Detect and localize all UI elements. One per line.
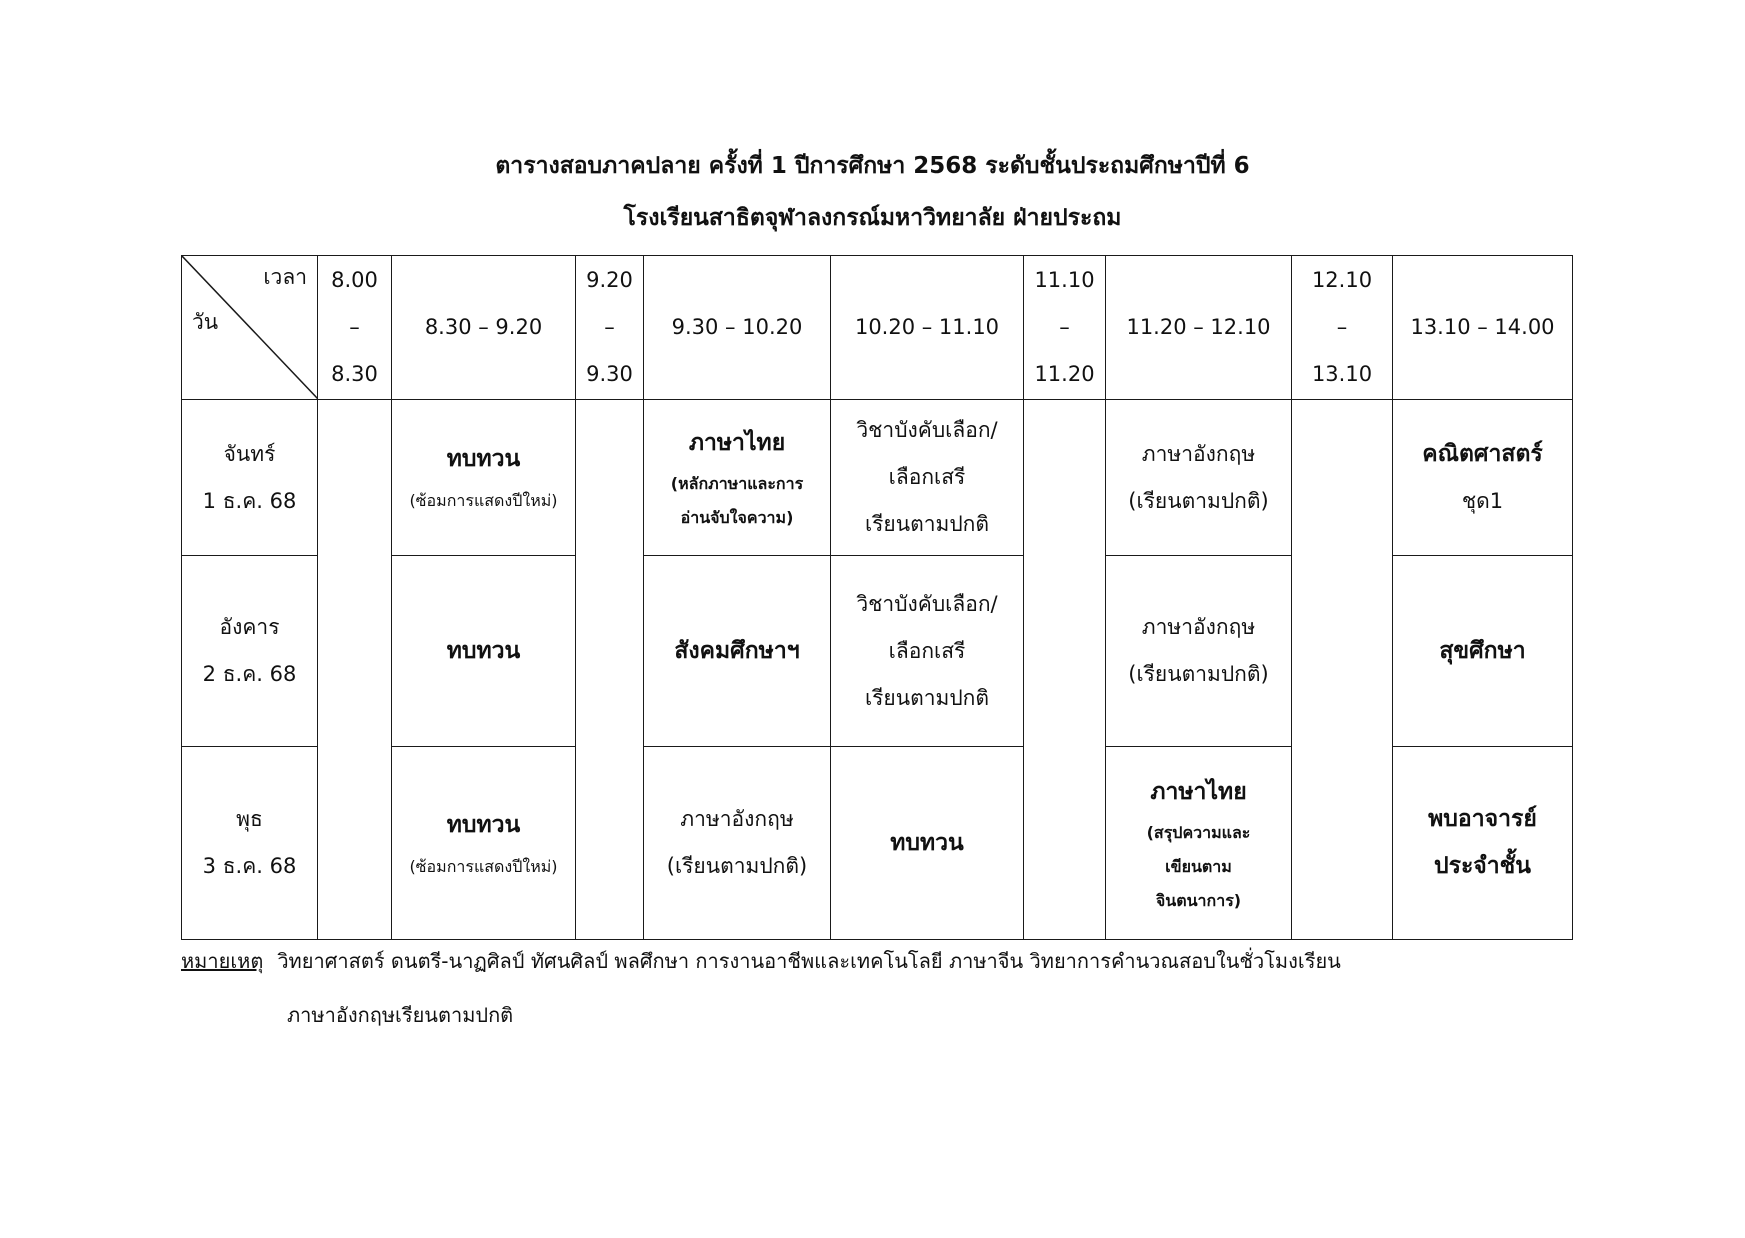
footnote-continued: ภาษาอังกฤษเรียนตามปกติ <box>287 1003 514 1027</box>
break-cell <box>318 400 392 940</box>
time-slot-text: 8.00 <box>331 268 378 292</box>
subject-text: เลือกเสรี <box>888 465 966 489</box>
schedule-cell <box>1106 747 1292 940</box>
schedule-cell <box>392 400 576 556</box>
subject-name: สุขศึกษา <box>1439 637 1526 664</box>
time-slot-text: 12.10 <box>1311 268 1373 292</box>
subject-text: (เรียนตามปกติ) <box>1128 662 1269 686</box>
time-slot-header <box>1106 256 1292 400</box>
exam-schedule-table <box>181 255 1573 940</box>
subject-note: (สรุปความและ <box>1146 822 1251 842</box>
break-cell <box>1292 400 1393 940</box>
time-slot-text: 8.30 <box>331 362 378 386</box>
time-slot-text: 9.20 <box>586 268 633 292</box>
subject-note: ชุด1 <box>1461 488 1504 513</box>
time-slot-header <box>644 256 831 400</box>
day-name: พุธ <box>236 807 263 831</box>
time-slot-text: 13.10 <box>1311 362 1373 386</box>
schedule-cell <box>1106 556 1292 747</box>
subject-name: ทบทวน <box>890 829 964 856</box>
footnote-text: วิทยาศาสตร์ ดนตรี-นาฏศิลป์ ทัศนศิลป์ พลศึกษา การงานอาชีพและเทคโนโลยี ภาษาจีน วิทยาการคำนวณสอบในชั่วโมงเรียน <box>277 949 1341 973</box>
schedule-cell <box>831 400 1024 556</box>
break-cell <box>1024 400 1106 940</box>
day-label: วัน <box>192 310 219 334</box>
time-slot-header <box>1292 256 1393 400</box>
subject-text: (เรียนตามปกติ) <box>1128 488 1269 513</box>
subject-note: อ่านจับใจความ) <box>680 508 794 527</box>
subject-text: ภาษาอังกฤษ <box>1141 441 1256 466</box>
time-slot-text: 8.30 – 9.20 <box>424 315 543 339</box>
schedule-cell <box>831 556 1024 747</box>
schedule-cell <box>644 556 831 747</box>
schedule-cell <box>831 747 1024 940</box>
time-label: เวลา <box>263 265 307 289</box>
time-slot-text: 11.10 <box>1034 268 1095 292</box>
day-date: 2 ธ.ค. 68 <box>202 662 297 686</box>
time-slot-header <box>318 256 392 400</box>
subject-name: สังคมศึกษาฯ <box>674 637 800 664</box>
time-slot-header <box>1024 256 1106 400</box>
time-slot-text: – <box>1059 315 1070 339</box>
time-slot-text: 13.10 – 14.00 <box>1410 315 1555 339</box>
time-slot-text: 11.20 – 12.10 <box>1126 315 1271 339</box>
subject-text: เรียนตามปกติ <box>864 512 990 536</box>
day-date: 1 ธ.ค. 68 <box>202 488 297 513</box>
subject-text: ภาษาอังกฤษ <box>1141 615 1256 639</box>
subject-note: (ซ้อมการแสดงปีใหม่) <box>409 856 558 876</box>
time-slot-header <box>576 256 644 400</box>
subject-note: จินตนาการ) <box>1155 890 1242 910</box>
footnote <box>181 946 1341 976</box>
subject-text: (เรียนตามปกติ) <box>666 854 808 878</box>
subject-note: (หลักภาษาและการ <box>670 474 804 493</box>
subject-name: ทบทวน <box>446 446 521 472</box>
subject-name: ภาษาไทย <box>1150 778 1247 805</box>
school-name: โรงเรียนสาธิตจุฬาลงกรณ์มหาวิทยาลัย ฝ่ายประถม <box>623 205 1122 231</box>
subject-note: เขียนตาม <box>1165 856 1232 876</box>
time-slot-text: – <box>604 315 615 339</box>
schedule-cell <box>392 747 576 940</box>
day-date: 3 ธ.ค. 68 <box>202 854 297 878</box>
schedule-cell <box>1393 400 1573 556</box>
time-slot-text: – <box>1336 315 1348 339</box>
day-cell <box>182 747 318 940</box>
header-row <box>182 256 1573 400</box>
subject-name: ประจำชั้น <box>1433 853 1532 879</box>
day-name: จันทร์ <box>223 441 276 466</box>
time-slot-header <box>392 256 576 400</box>
time-slot-text: – <box>349 315 360 339</box>
subject-name: คณิตศาสตร์ <box>1422 440 1543 467</box>
day-name: อังคาร <box>219 615 280 639</box>
subject-text: เลือกเสรี <box>888 638 966 663</box>
document-title: ตารางสอบภาคปลาย ครั้งที่ 1 ปีการศึกษา 2568 ระดับชั้นประถมศึกษาปีที่ 6 <box>495 153 1250 179</box>
subject-name: ทบทวน <box>446 637 521 664</box>
table-row <box>182 400 1573 556</box>
time-slot-text: 11.20 <box>1034 362 1095 386</box>
time-slot-text: 9.30 <box>586 362 633 386</box>
subject-name: ภาษาไทย <box>688 430 786 456</box>
break-cell <box>576 400 644 940</box>
footnote-label: หมายเหตุ <box>181 949 264 973</box>
subject-name: พบอาจารย์ <box>1428 806 1537 832</box>
subject-note: (ซ้อมการแสดงปีใหม่) <box>409 491 558 510</box>
time-slot-header <box>1393 256 1573 400</box>
subject-text: วิชาบังคับเลือก/ <box>856 418 998 442</box>
schedule-cell <box>644 400 831 556</box>
time-slot-text: 9.30 – 10.20 <box>671 315 803 339</box>
day-cell <box>182 400 318 556</box>
schedule-cell <box>1393 556 1573 747</box>
subject-name: ทบทวน <box>446 811 521 838</box>
schedule-cell <box>644 747 831 940</box>
schedule-cell <box>1106 400 1292 556</box>
day-cell <box>182 556 318 747</box>
schedule-cell <box>392 556 576 747</box>
time-slot-text: 10.20 – 11.10 <box>854 315 1000 339</box>
corner-header-cell <box>182 256 318 400</box>
subject-text: ภาษาอังกฤษ <box>680 807 794 831</box>
subject-text: วิชาบังคับเลือก/ <box>856 591 998 616</box>
time-slot-header <box>831 256 1024 400</box>
subject-text: เรียนตามปกติ <box>864 685 990 710</box>
schedule-cell <box>1393 747 1573 940</box>
